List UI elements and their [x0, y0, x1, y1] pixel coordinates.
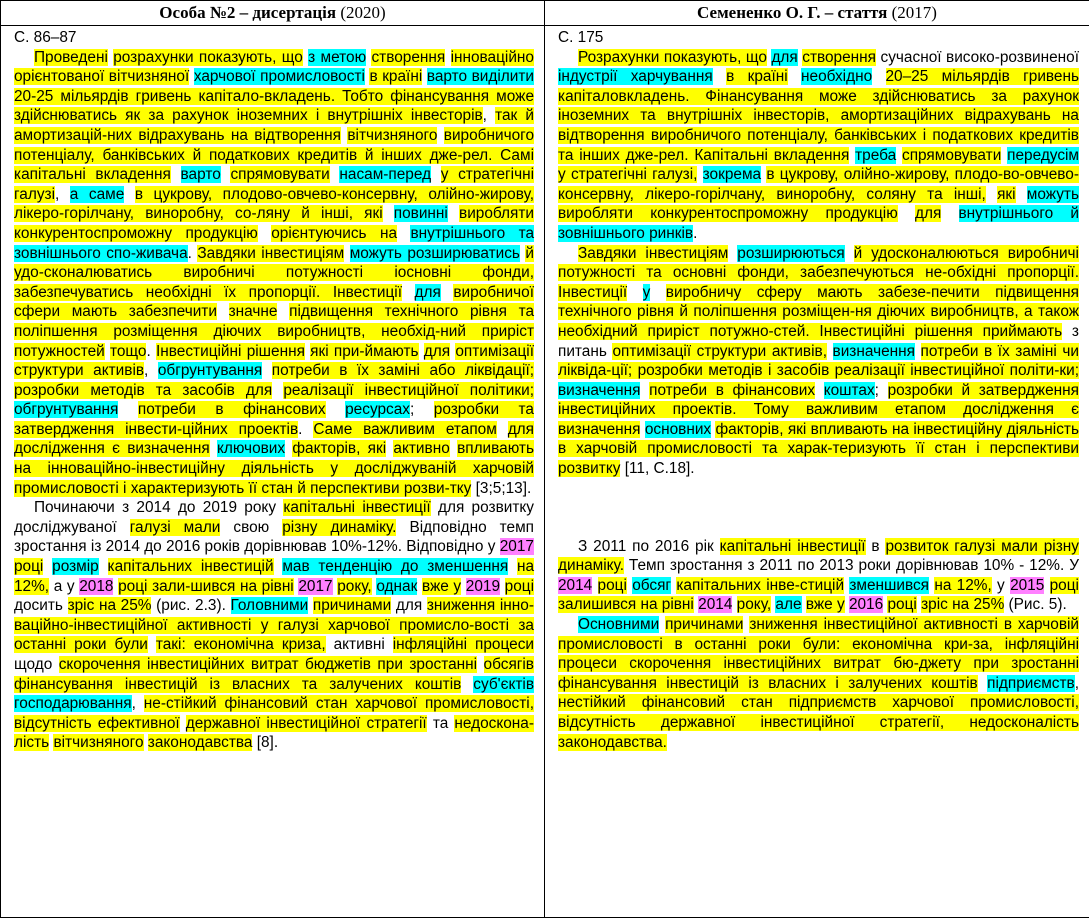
common-text-highlight: розробки й затвердження інвестиційних проектів. Тому важливим етапом дослідження є визначення — [558, 381, 1079, 438]
common-text-highlight: році — [14, 558, 44, 576]
changed-word-highlight: обгрунтування — [157, 362, 263, 380]
plain-text: свою — [220, 518, 283, 536]
changed-word-highlight: визначення — [832, 342, 915, 360]
common-text-highlight: у стратегічні галузі, — [558, 166, 698, 184]
text-paragraph — [14, 498, 534, 753]
plain-text — [1044, 577, 1049, 594]
common-text-highlight: році — [887, 596, 917, 614]
common-text-highlight: які при-ймають — [310, 342, 419, 360]
plain-text: Темп зростання з 2011 по 2013 роки дорівнював 10% - 12%. У — [623, 557, 1079, 575]
common-text-highlight: дослідження є визначення — [14, 440, 210, 458]
common-text-highlight: на 12%, — [934, 576, 992, 594]
common-text-highlight: року, — [736, 596, 772, 614]
text-paragraph — [558, 537, 1079, 615]
common-text-highlight: Завдяки інвестиціям — [578, 244, 729, 262]
common-text-highlight: капітальних інвестицій — [107, 558, 274, 576]
plain-text: . — [298, 420, 314, 438]
plain-text: щодо — [14, 656, 59, 673]
plain-text: досить — [14, 597, 68, 615]
plain-text — [118, 401, 138, 418]
plain-text: у — [991, 576, 1011, 594]
plain-text — [277, 303, 289, 320]
plain-text — [448, 205, 459, 222]
common-text-highlight: Проведені — [34, 48, 108, 66]
plain-text — [99, 558, 108, 575]
plain-text: . — [187, 244, 198, 262]
plain-text: , — [482, 107, 496, 125]
common-text-highlight: капітальних інве-стицій — [676, 576, 845, 594]
changed-word-highlight: передусім — [1007, 146, 1080, 164]
plain-text — [845, 245, 854, 262]
common-text-highlight: у стратегічні галузі — [14, 166, 535, 203]
plain-text: з питань — [558, 322, 1079, 360]
plain-text — [445, 49, 450, 66]
common-text-highlight: на 12%, — [14, 558, 535, 595]
common-text-highlight: потреби в їх заміні або ліквідації; розробки методів та засобів для — [14, 362, 535, 399]
common-text-highlight: капітальні інвестиції — [719, 537, 866, 555]
changed-word-highlight: необхідно — [801, 68, 873, 86]
plain-text — [915, 343, 921, 360]
common-text-highlight: орієнтуючись на — [271, 224, 398, 242]
common-text-highlight: зниження інвестиційної активності в харчовій промисловості в останні роки були: економічна кри-за, інфляційні процеси скорочення інвестиційних витрат бю-джету при зростанні фінансування інвестицій із власних і залучених коштів — [558, 616, 1080, 692]
common-text-highlight: в цукрову, олійно-жирову, плодо-во-овчево-консервну, лікеро-горілчану, виноробну, соляну та інші, — [558, 166, 1079, 203]
changed-word-highlight: харчової промисловості — [193, 68, 365, 86]
plain-text: , — [131, 695, 144, 713]
changed-year-highlight: 2017 — [298, 577, 333, 595]
changed-word-highlight: можуть — [1026, 185, 1079, 203]
right-text — [558, 48, 1079, 753]
common-text-highlight: вже у — [421, 577, 462, 595]
changed-word-highlight: для — [771, 48, 798, 66]
plain-text: . — [146, 342, 157, 360]
plain-text — [383, 205, 394, 222]
common-text-highlight: розробки та затвердження інвести-ційних проектів — [14, 401, 534, 438]
common-text-highlight: капітальні інвестиції — [283, 499, 431, 517]
changed-word-highlight: у — [642, 283, 651, 301]
common-text-highlight: інноваційно орієнтованої вітчизняної — [14, 48, 534, 86]
common-text-highlight: спрямовувати — [902, 146, 1002, 164]
paragraph-spacer — [558, 479, 1079, 537]
header-right-name: Семененко О. Г. – стаття — [697, 3, 888, 22]
common-text-highlight: активно — [393, 440, 450, 458]
header-right-year: (2017) — [887, 3, 937, 22]
plain-text — [872, 68, 885, 85]
plain-text — [592, 577, 597, 594]
common-text-highlight: причинами — [665, 616, 744, 634]
common-text-highlight: для — [423, 342, 451, 360]
common-text-highlight: які — [997, 185, 1016, 203]
common-text-highlight: виробничого потенціалу, банківських й податкових кредитів й інших дже-рел. Самі капітальні вкладення — [14, 126, 534, 184]
plain-text: сучасної високо-розвиненої — [876, 48, 1079, 66]
common-text-highlight: факторів, які впливають на інвестиційну діяльність в харчовій промисловості та харак-теризують її стан і перспективи розвитку — [558, 420, 1079, 478]
common-text-highlight: році залишився на рівні — [558, 576, 1079, 614]
plain-text — [326, 401, 346, 418]
header-left — [1, 1, 545, 26]
common-text-highlight: й удосконалюються виробничі потужності та основні фонди, забезпечуються не-обхідні пропорції. Інвестиції — [558, 244, 1079, 301]
plain-text: [11, С.18]. — [620, 460, 695, 478]
common-text-highlight: розвиток галузі мали різну динаміку. — [558, 537, 1079, 575]
common-text-highlight: реалізації інвестиційної політики; — [283, 381, 534, 399]
changed-word-highlight: внутрішнього й зовнішнього ринків — [558, 205, 1079, 242]
changed-word-highlight: можуть розширюватись — [349, 244, 520, 262]
text-paragraph — [14, 48, 534, 499]
plain-text — [713, 68, 726, 85]
changed-word-highlight: розмір — [52, 558, 99, 576]
common-text-highlight: причинами — [312, 597, 392, 615]
plain-text — [274, 558, 283, 575]
common-text-highlight: вже у — [805, 596, 845, 614]
common-text-highlight: підвищення технічного рівня та поліпшення розміщення діючих виробництв, необхід-ний приріст потужностей — [14, 303, 535, 360]
left-text — [14, 48, 534, 753]
changed-word-highlight: насам-перед — [339, 166, 432, 184]
common-text-highlight: тощо — [109, 342, 147, 360]
changed-word-highlight: обгрунтування — [14, 401, 119, 419]
plain-text: . — [693, 224, 698, 242]
plain-text — [461, 676, 473, 693]
changed-word-highlight: для — [414, 283, 441, 301]
plain-text — [419, 343, 424, 360]
header-left-suffix: – дисертація — [235, 3, 337, 22]
changed-word-highlight: варто виділити — [426, 68, 534, 86]
changed-word-highlight: Основними — [578, 616, 660, 634]
common-text-highlight: Завдяки інвестиціям — [197, 244, 345, 262]
plain-text: [8]. — [252, 734, 279, 752]
plain-text — [697, 166, 702, 183]
plain-text — [450, 440, 457, 457]
changed-year-highlight: 2016 — [848, 596, 884, 614]
plain-text: ; — [409, 401, 434, 419]
common-text-highlight: в цукрову, плодово-овчево-консервну, олійно-жирову, лікеро-горілчану, виноробну, со-ляну й інші, які — [14, 185, 534, 223]
plain-text — [650, 284, 665, 301]
common-text-highlight: оптимізації структури активів, — [612, 342, 827, 360]
plain-text — [978, 675, 987, 692]
plain-text: Починаючи з 2014 до 2019 року — [34, 499, 284, 517]
plain-text — [221, 166, 231, 183]
plain-text: та — [426, 714, 455, 732]
header-left-name: Особа №2 — [159, 3, 236, 22]
common-text-highlight: році — [597, 576, 627, 594]
plain-text — [397, 225, 410, 242]
plain-text — [627, 284, 642, 301]
changed-year-highlight: 2017 — [499, 538, 534, 556]
common-text-highlight: виробляти конкурентоспроможну продукцію — [558, 205, 898, 223]
common-text-highlight: Саме важливим етапом — [313, 420, 497, 438]
plain-text: , — [144, 362, 158, 380]
changed-year-highlight: 2019 — [465, 577, 501, 595]
changed-word-highlight: коштах — [823, 381, 875, 399]
plain-text — [1016, 186, 1027, 203]
plain-text: для — [391, 597, 427, 615]
plain-text — [898, 205, 915, 222]
plain-text: Відповідно темп зростання із 2014 до 2016 років дорівнював 10%-12%. Відповідно у — [14, 518, 535, 556]
plain-text: в — [865, 537, 886, 555]
plain-text — [441, 284, 454, 301]
changed-word-highlight: суб'єктів господарювання — [14, 675, 535, 713]
plain-text — [500, 578, 505, 595]
plain-text — [497, 421, 508, 438]
content-row — [1, 26, 1089, 918]
plain-text: для розвитку досліджуваної — [14, 499, 534, 536]
common-text-highlight: й удо-сконалюватись виробничі потужності іосновні фонди, забезпечуватись необхідні їх пропорції. Інвестиції — [14, 244, 534, 301]
common-text-highlight: виробничу сферу мають забезе-печити підвищення технічного рівня й поліпшення розміщен-ня діючих виробництв, а також необхідний приріст потужно-стей. Інвестиційні рішення приймають — [558, 283, 1080, 340]
common-text-highlight: впливають на інноваційно-інвестиційну діяльність у досліджуваній харчовій промисловості і характеризують її стан й перспективи розви-тку — [14, 440, 534, 497]
plain-text — [815, 382, 824, 399]
plain-text — [272, 382, 283, 399]
common-text-highlight: вітчизняного — [53, 734, 144, 752]
plain-text — [402, 284, 415, 301]
common-text-highlight: не-стійкий фінансовий стан харчової промисловості, відсутність ефективної — [14, 695, 534, 732]
common-text-highlight: спрямовувати — [230, 166, 330, 184]
changed-word-highlight: внутрішнього та зовнішнього спо-живача — [14, 224, 535, 262]
plain-text — [180, 715, 186, 732]
plain-text — [330, 166, 340, 183]
changed-word-highlight: основних — [644, 420, 712, 438]
changed-word-highlight: обсяг — [632, 576, 672, 594]
common-text-highlight: так й амортизацій-них відрахувань на відтворення — [14, 107, 534, 144]
plain-text: (Рис. 5). — [1004, 596, 1067, 614]
changed-word-highlight: розширюються — [737, 244, 845, 262]
plain-text — [258, 225, 271, 242]
header-right — [545, 1, 1089, 26]
changed-word-highlight: але — [775, 596, 802, 614]
changed-word-highlight: ресурсах — [345, 401, 410, 419]
plain-text — [431, 166, 441, 183]
changed-word-highlight: зменшився — [849, 576, 930, 594]
plain-text — [344, 245, 349, 262]
changed-year-highlight: 2014 — [698, 596, 733, 614]
common-text-highlight: році — [504, 577, 534, 595]
common-text-highlight: виробляти конкурентоспроможну продукцію — [14, 205, 534, 242]
plain-text — [640, 382, 649, 399]
plain-text — [477, 656, 483, 673]
common-text-highlight: зниження інно-ваційно-інвестиційної активності у галузі харчової промисло-вості за останні роки були — [14, 597, 534, 654]
common-text-highlight: потреби в фінансових — [649, 381, 816, 399]
common-text-highlight: недоскона-лість — [14, 714, 534, 752]
text-paragraph — [558, 48, 1079, 244]
plain-text: а у — [49, 577, 80, 595]
changed-word-highlight: варто — [180, 166, 221, 184]
changed-word-highlight: повинні — [393, 205, 448, 223]
changed-word-highlight: з метою — [308, 48, 367, 66]
changed-word-highlight: зокрема — [702, 166, 762, 184]
plain-text: , — [55, 185, 70, 203]
common-text-highlight: Інвестиційні рішення — [156, 342, 305, 360]
common-text-highlight: нестійкий фінансовий стан підприємств харчової промисловості, відсутність державної інвестиційної стратегії, недосконалість законодавства. — [558, 694, 1079, 751]
changed-word-highlight: треба — [855, 146, 897, 164]
plain-text — [171, 166, 181, 183]
common-text-highlight: в країні — [726, 68, 788, 86]
changed-word-highlight: Головними — [230, 597, 309, 615]
text-paragraph — [558, 244, 1079, 479]
header-row — [1, 1, 1089, 26]
changed-word-highlight: мав тенденцію до зменшення — [282, 558, 509, 576]
common-text-highlight: зріс на 25% — [67, 597, 152, 615]
common-text-highlight: оптимізації структури активів — [14, 342, 534, 380]
common-text-highlight: різну динаміку. — [282, 518, 397, 536]
changed-word-highlight: однак — [376, 577, 418, 595]
plain-text — [124, 186, 135, 203]
plain-text — [827, 343, 833, 360]
changed-word-highlight: визначення — [558, 381, 641, 399]
common-text-highlight: інфляційні процеси — [392, 636, 534, 654]
changed-year-highlight: 2018 — [79, 577, 114, 595]
common-text-highlight: Розрахунки показують, що — [578, 48, 767, 66]
common-text-highlight: для — [507, 420, 534, 438]
plain-text: З 2011 по 2016 рік — [578, 537, 720, 555]
common-text-highlight: створення — [371, 48, 446, 66]
common-text-highlight: скорочення інвестиційних витрат бюджетів при зростанні — [58, 656, 478, 673]
common-text-highlight: розрахунки показують, що — [113, 48, 303, 66]
plain-text: ; — [874, 381, 888, 399]
common-text-highlight: в країні — [369, 68, 423, 86]
common-text-highlight: року, — [337, 577, 372, 595]
left-cell — [1, 26, 545, 918]
changed-word-highlight: ключових — [216, 440, 286, 458]
plain-text: [3;5;13]. — [471, 479, 532, 497]
plain-text — [986, 186, 997, 203]
common-text-highlight: галузі мали — [129, 518, 221, 536]
common-text-highlight: для — [914, 205, 942, 223]
plain-text — [43, 558, 52, 575]
common-text-highlight: такі: економічна криза, — [155, 636, 326, 654]
common-text-highlight: вітчизняного — [347, 126, 438, 144]
common-text-highlight: зріс на 25% — [921, 596, 1005, 614]
plain-text — [508, 558, 517, 575]
plain-text — [437, 127, 443, 144]
common-text-highlight: факторів, які — [292, 440, 387, 458]
common-text-highlight: потреби в фінансових — [137, 401, 326, 419]
common-text-highlight: році зали-шився на рівні — [118, 577, 294, 595]
common-text-highlight: створення — [802, 48, 877, 66]
common-text-highlight: 20–25 мільярдів гривень капіталовкладень. Фінансування може здійснюватись за рахунок іноземних та внутрішніх інвесторів, амортизаційних відрахувань на відтворення виробничого потенціалу, банківських і податкових кредитів та інших дже-рел. Капітальні вкладення — [558, 68, 1079, 164]
common-text-highlight: державної інвестиційної стратегії — [185, 714, 427, 732]
plain-text — [788, 68, 801, 85]
plain-text — [728, 245, 737, 262]
plain-text — [210, 440, 217, 457]
changed-year-highlight: 2015 — [1010, 576, 1045, 594]
plain-text — [217, 303, 229, 320]
common-text-highlight: значне — [228, 303, 278, 321]
common-text-highlight: обсягів фінансування інвестицій із власних та залучених коштів — [14, 656, 534, 693]
plain-text: активні — [325, 636, 393, 654]
plain-text — [148, 636, 156, 653]
changed-word-highlight: підприємств — [987, 674, 1075, 692]
common-text-highlight: потреби в їх заміні чи ліквіда-ції; розробки методів і засобів реалізації інвестиційної політи-ки; — [558, 342, 1079, 380]
common-text-highlight: 20-25 мільярдів гривень капітало-вкладень. Тобто фінансування може здійснюватись як за рахунок іноземних і внутрішніх інвесторів — [14, 87, 534, 125]
right-page-ref: С. 175 — [558, 29, 604, 46]
left-page-ref: С. 86–87 — [14, 29, 77, 46]
plain-text — [941, 205, 958, 222]
changed-word-highlight: а саме — [69, 185, 125, 203]
text-paragraph — [558, 615, 1079, 752]
common-text-highlight: законодавства — [147, 734, 253, 752]
changed-word-highlight: індустрії харчування — [558, 68, 713, 86]
common-text-highlight: виробничої сфери мають забезпечити — [14, 283, 534, 321]
changed-year-highlight: 2014 — [558, 576, 593, 594]
plain-text: (рис. 2.3). — [151, 597, 231, 615]
plain-text — [262, 362, 272, 379]
right-cell — [545, 26, 1089, 918]
plain-text: , — [1074, 674, 1079, 692]
header-left-year: (2020) — [336, 3, 386, 22]
